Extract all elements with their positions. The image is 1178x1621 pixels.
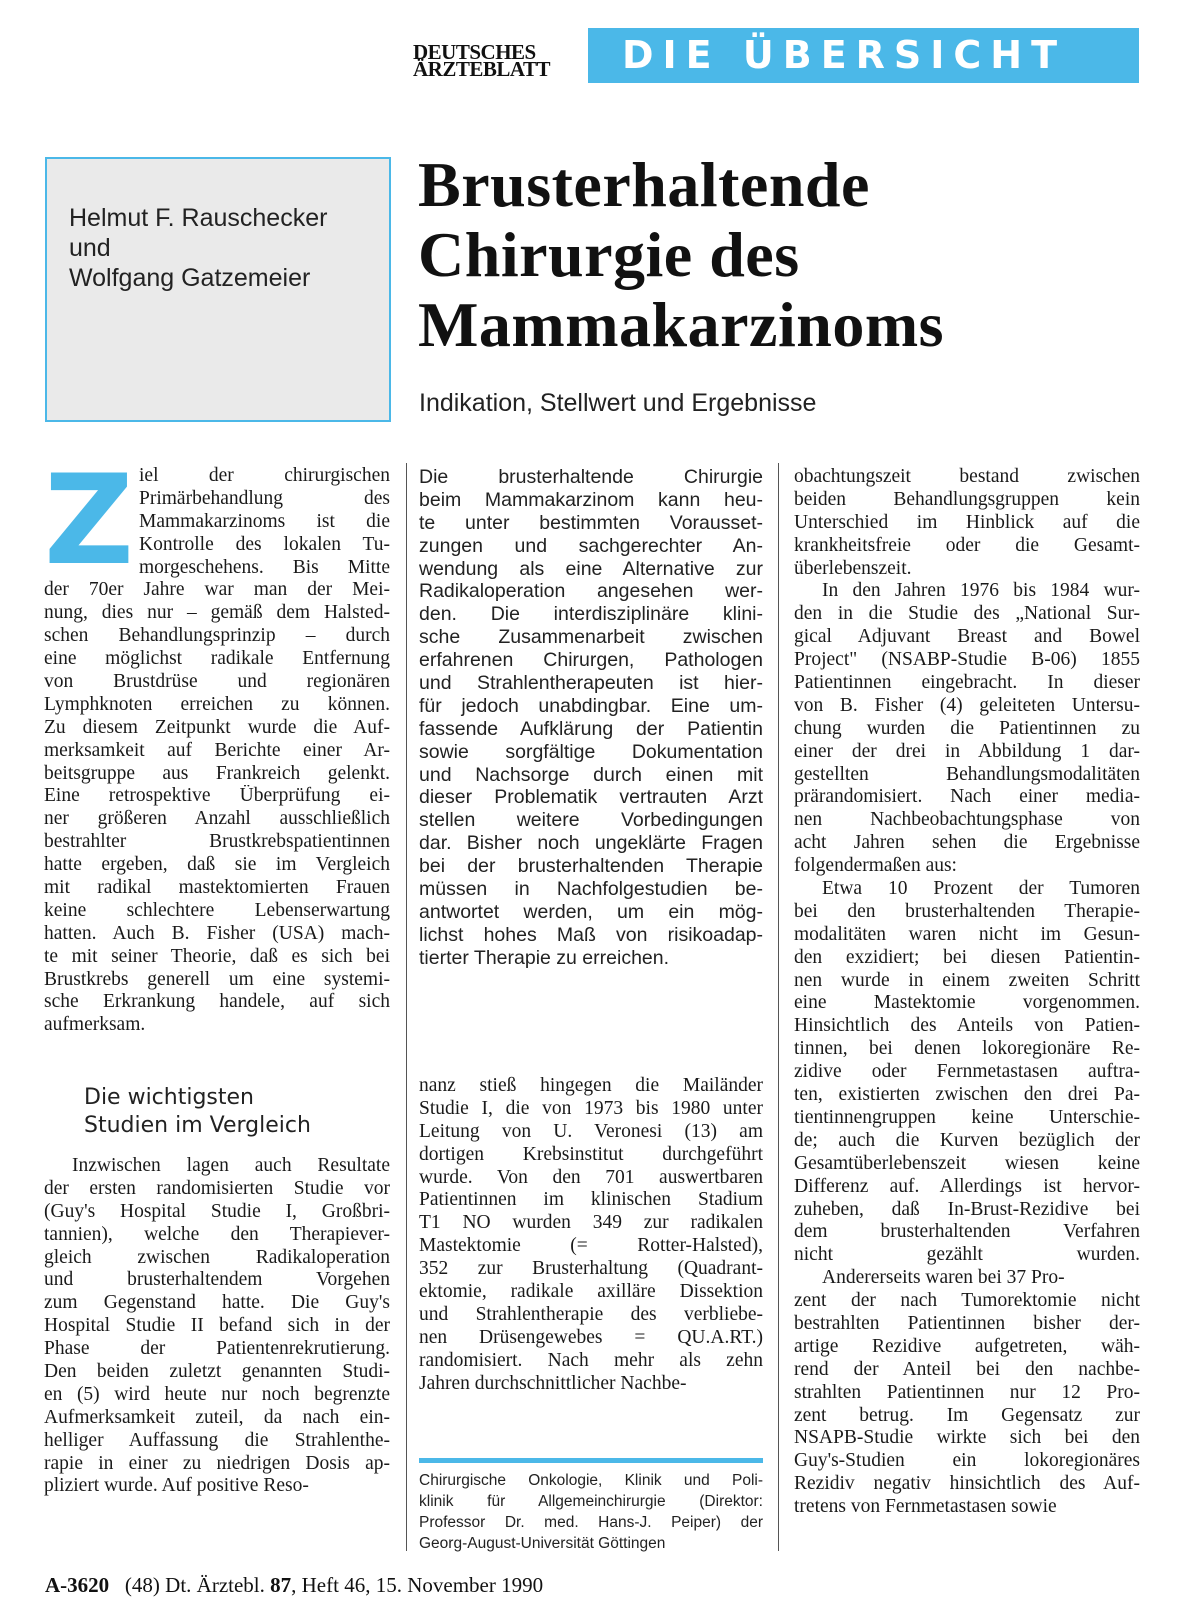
text-line: sowie sorgfältige Dokumentation: [419, 740, 763, 763]
text-line: hatte ergeben, daß sie im Vergleich: [44, 854, 390, 876]
column-2-text: [419, 1075, 763, 1395]
text-line: en (5) wird heute nur noch begrenzte: [44, 1383, 390, 1405]
text-line: der 70er Jahre war man der Mei-: [44, 579, 390, 601]
text-line: de; auch die Kurven bezüglich der: [794, 1129, 1140, 1151]
text-line: beitsgruppe aus Frankreich gelenkt.: [44, 762, 390, 784]
footnote: [419, 1470, 763, 1554]
text-line: acht Jahren sehen die Ergebnisse: [794, 832, 1140, 854]
text-line: bestrahlten Patientinnen bisher der-: [794, 1312, 1140, 1334]
text-line: sche Erkrankung handele, auf sich: [44, 991, 390, 1013]
text-line: den in die Studie des „National Sur-: [794, 603, 1140, 625]
text-line: In den Jahren 1976 bis 1984 wur-: [822, 580, 1140, 602]
text-line: tretens von Fernmetastasen sowie: [794, 1496, 1057, 1518]
text-line: und Strahlentherapie des verbliebe-: [419, 1303, 763, 1325]
text-line: eine Mastektomie vorgenommen.: [794, 992, 1140, 1014]
text-line: T1 NO wurden 349 zur radikalen: [419, 1212, 763, 1234]
journal-logo: [413, 40, 583, 81]
text-line: schen Behandlungsprinzip – durch: [44, 625, 390, 647]
text-line: te mit seiner Theorie, daß es sich bei: [44, 945, 390, 967]
text-line: Rezidiv negativ hinsichtlich des Auf-: [794, 1473, 1140, 1495]
text-line: antwortet werden, um ein mög-: [419, 900, 763, 923]
article-title: [418, 150, 1158, 360]
citation-prefix: (48) Dt. Ärztebl.: [124, 1573, 265, 1597]
text-line: tientinnengruppen keine Unterschie-: [794, 1106, 1140, 1128]
section-banner: DIE ÜBERSICHT: [588, 28, 1139, 83]
text-line: pliziert wurde. Auf positive Reso-: [44, 1475, 309, 1497]
text-line: Radikaloperation angesehen wer-: [419, 580, 763, 603]
text-line: dar. Bisher noch ungeklärte Fragen: [419, 832, 763, 855]
text-line: (Guy's Hospital Studie I, Großbri-: [44, 1200, 390, 1222]
column-divider: [778, 463, 779, 1551]
text-line: 352 zur Brusterhaltung (Quadrant-: [419, 1258, 763, 1280]
text-line: prärandomisiert. Nach einer media-: [794, 786, 1140, 808]
text-line: Unterschied im Hinblick auf die: [794, 511, 1140, 533]
column-3-text: [794, 466, 1140, 1519]
text-line: aufmerksam.: [44, 1014, 146, 1036]
author-line: Wolfgang Gatzemeier: [69, 264, 311, 292]
page-code: A-3620: [45, 1573, 110, 1597]
text-line: Zu diesem Zeitpunkt wurde die Auf-: [44, 716, 390, 738]
text-line: gestellten Behandlungsmodalitäten: [794, 763, 1140, 785]
text-line: Lymphknoten erreichen zu können.: [44, 693, 390, 715]
text-line: müssen in Nachfolgestudien be-: [419, 878, 763, 901]
column-1-text-continued: [44, 1155, 390, 1498]
text-line: helliger Auffassung die Strahlenthe-: [44, 1429, 390, 1451]
text-line: Professor Dr. med. Hans-J. Peiper) der: [419, 1514, 763, 1531]
text-line: stellen weitere Vorbedingungen: [419, 809, 763, 832]
text-line: zent der nach Tumorektomie nicht: [794, 1290, 1140, 1312]
text-line: den. Die interdisziplinäre klini-: [419, 603, 763, 626]
text-line: folgendermaßen aus:: [794, 855, 957, 877]
text-line: gleich zwischen Radikaloperation: [44, 1246, 390, 1268]
text-line: hatten. Auch B. Fisher (USA) mach-: [44, 922, 390, 944]
text-line: rapie in einer zu niedrigen Dosis ap-: [44, 1452, 390, 1474]
text-line: tannien), welche den Therapiever-: [44, 1223, 390, 1245]
text-line: dortigen Krebsinstitut durchgeführt: [419, 1143, 763, 1165]
text-line: sche Zusammenarbeit zwischen: [419, 626, 763, 649]
text-line: zent betrug. Im Gegensatz zur: [794, 1404, 1140, 1426]
column-divider: [406, 463, 407, 1551]
article-subtitle: Indikation, Stellwert und Ergebnisse: [419, 389, 817, 417]
footnote-rule: [419, 1458, 763, 1463]
text-line: Patientinnen eingebracht. In dieser: [794, 672, 1140, 694]
text-line: te unter bestimmten Vorausset-: [419, 511, 763, 534]
volume-number: 87: [270, 1573, 292, 1597]
text-line: wendung als eine Alternative zur: [419, 557, 763, 580]
text-line: Die brusterhaltende Chirurgie: [419, 466, 763, 488]
text-line: Guy's-Studien ein lokoregionäres: [794, 1450, 1140, 1472]
text-line: von B. Fisher (4) geleiteten Untersu-: [794, 694, 1140, 716]
text-line: ten, existierten zwischen den drei Pa-: [794, 1084, 1140, 1106]
text-line: eine möglichst radikale Entfernung: [44, 648, 390, 670]
author-line: Helmut F. Rauschecker: [69, 204, 328, 232]
text-line: tinnen, bei denen lokoregionäre Re-: [794, 1038, 1140, 1060]
text-line: einer der drei in Abbildung 1 dar-: [794, 740, 1140, 762]
text-line: Aufmerksamkeit zuteil, da nach ein-: [44, 1406, 390, 1428]
text-line: zuheben, daß In-Brust-Rezidive bei: [794, 1198, 1140, 1220]
text-line: Hospital Studie II befand sich in der: [44, 1315, 390, 1337]
text-line: von Brustdrüse und regionären: [44, 671, 390, 693]
text-line: Brustkrebs generell um eine systemi-: [44, 968, 390, 990]
text-line: Etwa 10 Prozent der Tumoren: [822, 878, 1140, 900]
text-line: bestrahlter Brustkrebspatientinnen: [44, 831, 390, 853]
title-line: Chirurgie des: [418, 219, 800, 290]
text-line: nanz stieß hingegen die Mailänder: [419, 1075, 763, 1096]
text-line: für jedoch unabdingbar. Eine um-: [419, 694, 763, 717]
journal-name-line2: ÄRZTEBLATT: [413, 57, 550, 81]
text-line: Eine retrospektive Überprüfung ei-: [44, 785, 390, 807]
text-line: Hinsichtlich des Anteils von Patien-: [794, 1015, 1140, 1037]
text-line: fassende Aufklärung der Patientin: [419, 717, 763, 740]
heading-line: Studien im Vergleich: [84, 1113, 311, 1138]
text-line: nen Nachbeobachtungsphase von: [794, 809, 1140, 831]
text-line: modalitäten waren nicht im Gesun-: [794, 923, 1140, 945]
title-line: Brusterhaltende: [418, 149, 870, 220]
text-line: beiden Behandlungsgruppen kein: [794, 488, 1140, 510]
text-line: nung, dies nur – gemäß dem Halsted-: [44, 602, 390, 624]
text-line: und Strahlentherapeuten ist hier-: [419, 672, 763, 695]
text-line: Project" (NSABP-Studie B-06) 1855: [794, 649, 1140, 671]
text-line: beim Mammakarzinom kann heu-: [419, 488, 763, 511]
text-line: merksamkeit auf Berichte einer Ar-: [44, 739, 390, 761]
column-1-text: [44, 449, 390, 1037]
text-line: Differenz auf. Allerdings ist hervor-: [794, 1175, 1140, 1197]
text-line: Gesamtüberlebenszeit wiesen keine: [794, 1152, 1140, 1174]
text-line: und brusterhaltendem Vorgehen: [44, 1269, 390, 1291]
text-line: Patientinnen im klinischen Stadium: [419, 1189, 763, 1211]
text-line: zum Gegenstand hatte. Die Guy's: [44, 1292, 390, 1314]
text-line: mit radikal mastektomierten Frauen: [44, 877, 390, 899]
text-line: nen Drüsengewebes = QU.A.RT.): [419, 1326, 763, 1348]
text-line: iel der chirurgischen: [139, 465, 390, 486]
text-line: zungen und sachgerechter An-: [419, 534, 763, 557]
text-line: dieser Problematik vertrauten Arzt: [419, 786, 763, 809]
text-line: Phase der Patientenrekrutierung.: [44, 1338, 390, 1360]
text-line: obachtungszeit bestand zwischen: [794, 466, 1140, 487]
text-line: artige Rezidive aufgetreten, wäh-: [794, 1335, 1140, 1357]
text-line: überlebenszeit.: [794, 557, 912, 579]
text-line: Mastektomie (= Rotter-Halsted),: [419, 1235, 763, 1257]
text-line: morgeschehens. Bis Mitte: [139, 556, 390, 578]
text-line: Andererseits waren bei 37 Pro-: [822, 1267, 1065, 1289]
text-line: lichst hohes Maß von risikoadap-: [419, 923, 763, 946]
text-line: klinik für Allgemeinchirurgie (Direktor:: [419, 1493, 763, 1510]
text-line: chung wurden die Patientinnen zu: [794, 717, 1140, 739]
text-line: bei der brusterhaltenden Therapie: [419, 855, 763, 878]
text-line: randomisiert. Nach mehr als zehn: [419, 1349, 763, 1371]
text-line: nen wurde in einem zweiten Schritt: [794, 969, 1140, 991]
text-line: den exzidiert; bei diesen Patientin-: [794, 946, 1140, 968]
section-heading: [84, 1084, 311, 1140]
text-line: Leitung von U. Veronesi (13) am: [419, 1120, 763, 1142]
text-line: Mammakarzinoms ist die: [139, 510, 390, 532]
text-line: rend der Anteil bei den nachbe-: [794, 1358, 1140, 1380]
text-line: tierter Therapie zu erreichen.: [419, 946, 670, 969]
text-line: ektomie, radikale axilläre Dissektion: [419, 1281, 763, 1303]
page-footer: [45, 1573, 543, 1598]
text-line: Primärbehandlung des: [139, 487, 390, 509]
text-line: Kontrolle des lokalen Tu-: [139, 533, 390, 555]
text-line: Den beiden zuletzt genannten Studi-: [44, 1361, 390, 1383]
text-line: nicht gezählt wurden.: [794, 1244, 1140, 1266]
column-2-summary: [419, 466, 763, 970]
text-line: bei den brusterhaltenden Therapie-: [794, 900, 1140, 922]
text-line: zidive oder Fernmetastasen auftra-: [794, 1061, 1140, 1083]
text-line: krankheitsfreie oder die Gesamt-: [794, 534, 1140, 556]
text-line: der ersten randomisierten Studie vor: [44, 1177, 390, 1199]
text-line: ner größeren Anzahl ausschließlich: [44, 808, 390, 830]
author-line: und: [69, 234, 111, 262]
text-line: erfahrenen Chirurgen, Pathologen: [419, 649, 763, 672]
title-line: Mammakarzinoms: [418, 289, 945, 360]
text-line: gical Adjuvant Breast and Bowel: [794, 626, 1140, 648]
text-line: strahlten Patientinnen nur 12 Pro-: [794, 1381, 1140, 1403]
text-line: wurde. Von den 701 auswertbaren: [419, 1166, 763, 1188]
citation-suffix: , Heft 46, 15. November 1990: [291, 1573, 544, 1597]
text-line: dem brusterhaltenden Verfahren: [794, 1221, 1140, 1243]
journal-name-line1: DEUTSCHES: [413, 40, 536, 64]
text-line: und Nachsorge durch einen mit: [419, 763, 763, 786]
text-line: Inzwischen lagen auch Resultate: [72, 1155, 390, 1176]
text-line: keine schlechtere Lebenserwartung: [44, 899, 390, 921]
text-line: NSAPB-Studie wirkte sich bei den: [794, 1427, 1140, 1449]
drop-cap: Z: [44, 449, 134, 593]
heading-line: Die wichtigsten: [84, 1085, 254, 1110]
text-line: Studie I, die von 1973 bis 1980 unter: [419, 1097, 763, 1119]
text-line: Jahren durchschnittlicher Nachbe-: [419, 1372, 687, 1394]
text-line: Chirurgische Onkologie, Klinik und Poli-: [419, 1472, 763, 1489]
author-box: [45, 157, 391, 422]
text-line: Georg-August-Universität Göttingen: [419, 1535, 666, 1552]
